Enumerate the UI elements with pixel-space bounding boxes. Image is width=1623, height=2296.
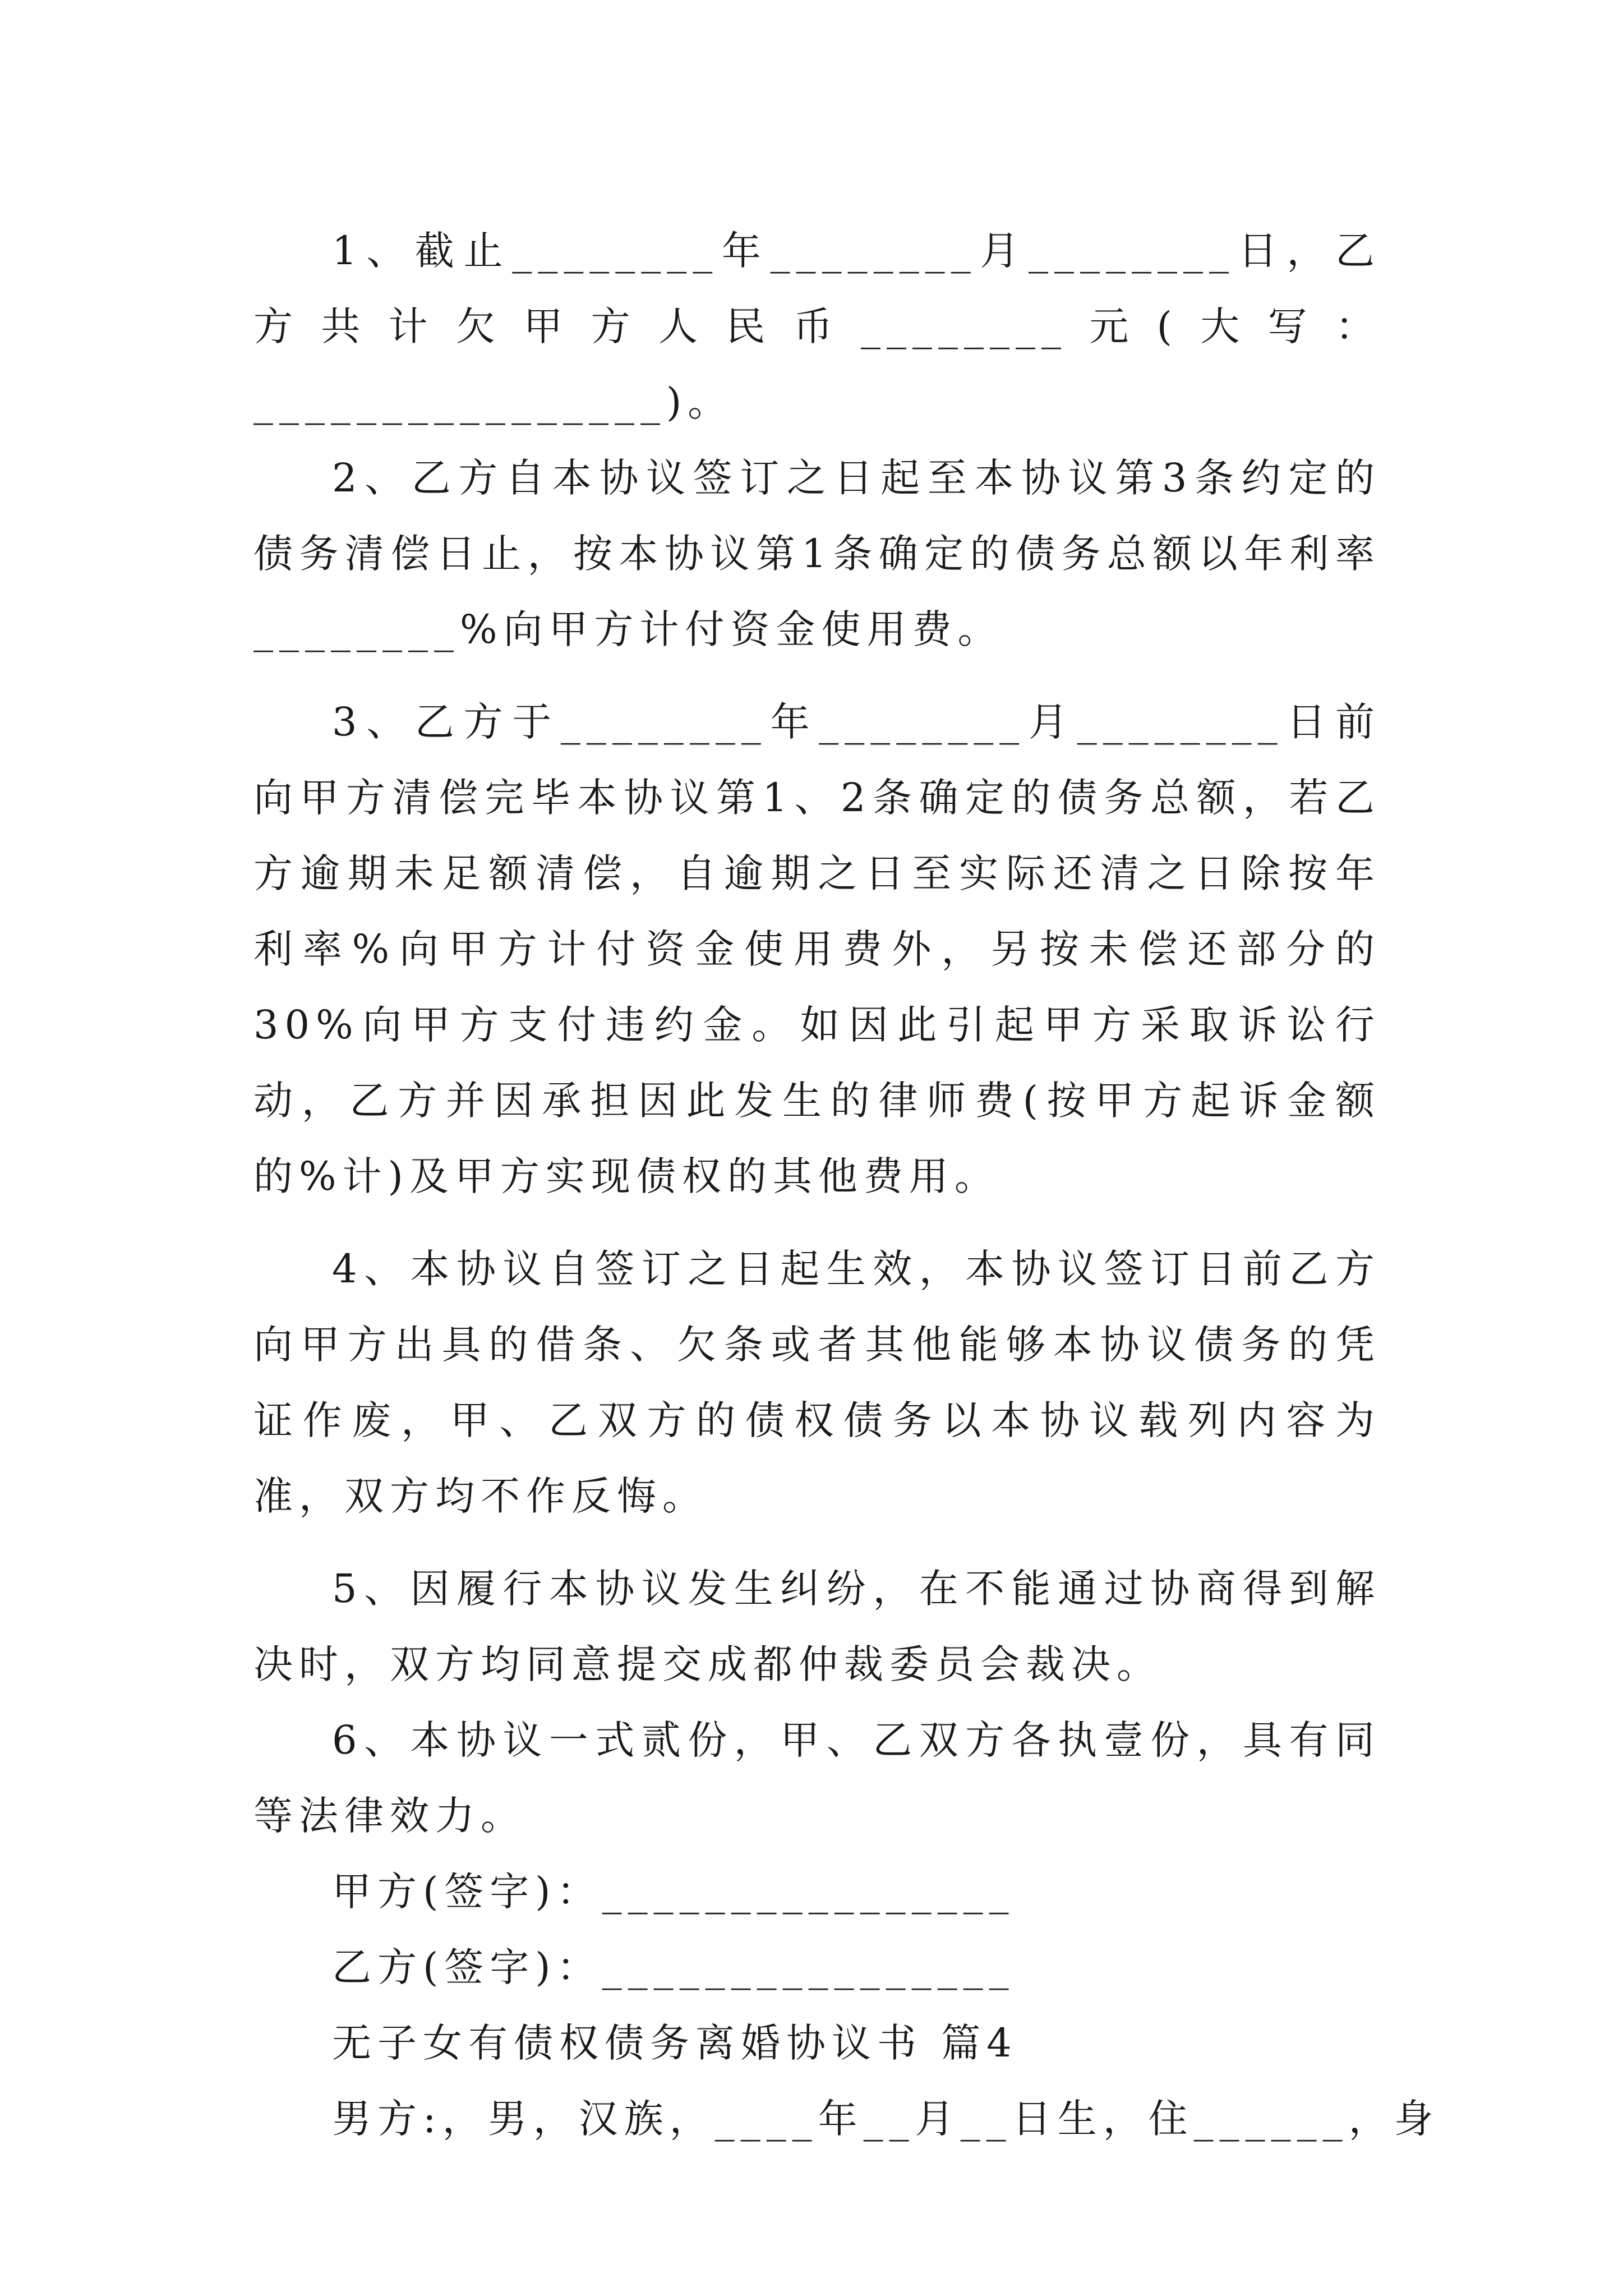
male-party-line: 男方:，男，汉族，____年__月__日生，住______，身 (332, 2096, 1440, 2142)
clause-2: 2、乙方自本协议签订之日起至本协议第3条约定的债务清偿日止，按本协议第1条确定的债务总额以年利率________%向甲方计付资金使用费。 (253, 455, 1381, 652)
document-body (253, 213, 1440, 2157)
clause-6: 6、本协议一式贰份，甲、乙双方各执壹份，具有同等法律效力。 (253, 1717, 1381, 1839)
clause-5: 5、因履行本协议发生纠纷，在不能通过协商得到解决时，双方均同意提交成都仲裁委员会裁决。 (253, 1566, 1381, 1687)
party-a-signature: 甲方(签字)：________________ (332, 1869, 1015, 1915)
party-b-signature: 乙方(签字)：________________ (332, 1944, 1015, 1990)
section-title: 无子女有债权债务离婚协议书 篇4 (332, 2020, 1018, 2066)
clause-1: 1、截止________年________月________日，乙方共计欠甲方人民币________元(大写：________________)。 (253, 228, 1381, 425)
clause-3: 3、乙方于________年________月________日前向甲方清偿完毕本协议第1、2条确定的债务总额，若乙方逾期未足额清偿，自逾期之日至实际还清之日除按年利率%向甲方计付资金使用费外，另按未偿还部分的30%向甲方支付违约金。如因此引起甲方采取诉讼行动，乙方并因承担因此发生的律师费(按甲方起诉金额的%计)及甲方实现债权的其他费用。 (253, 699, 1381, 1199)
clause-4: 4、本协议自签订之日起生效，本协议签订日前乙方向甲方出具的借条、欠条或者其他能够本协议债务的凭证作废，甲、乙双方的债权债务以本协议载列内容为准，双方均不作反悔。 (253, 1246, 1381, 1519)
